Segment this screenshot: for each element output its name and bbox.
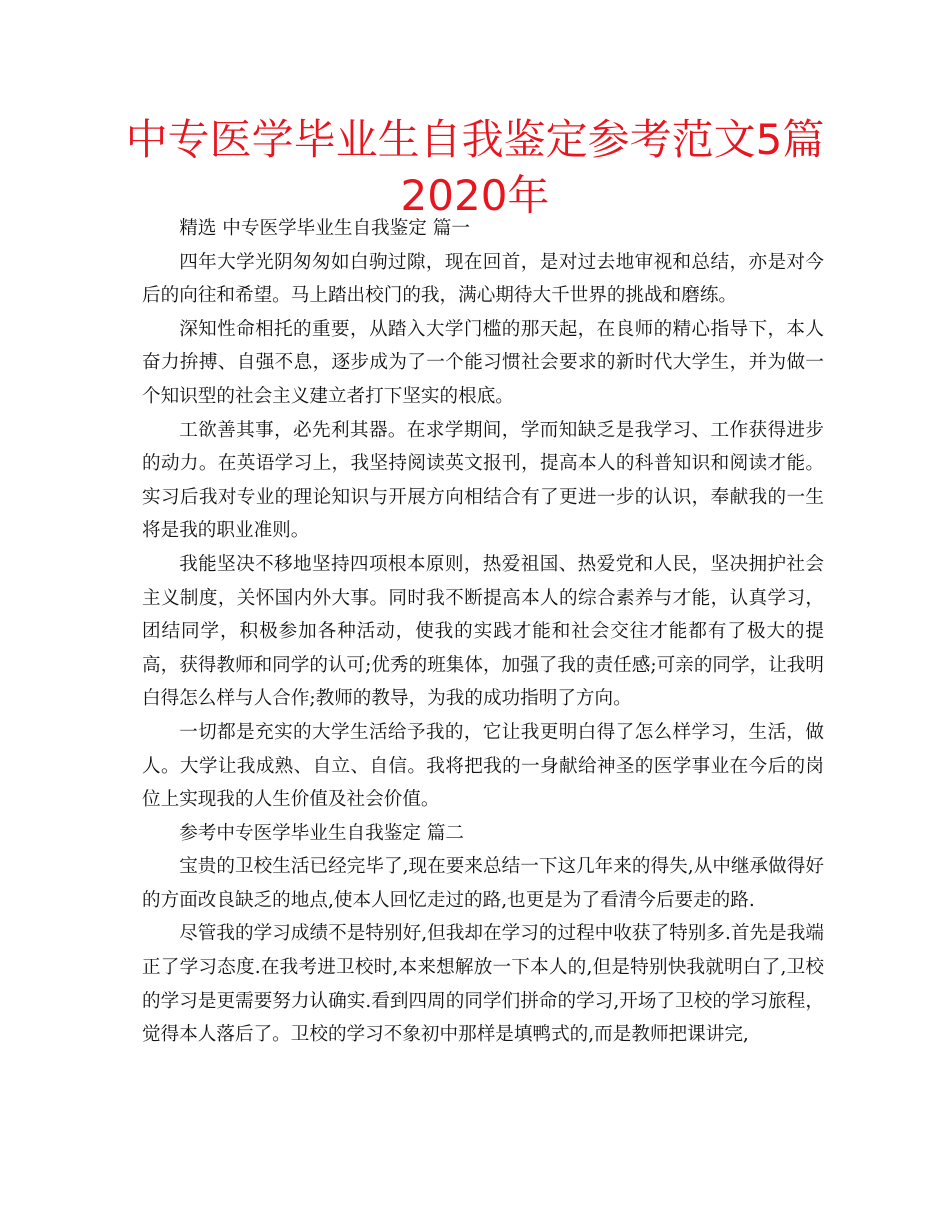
paragraph: 尽管我的学习成绩不是特别好,但我却在学习的过程中收获了特别多.首先是我端正了学习态度.在我考进卫校时,本来想解放一下本人的,但是特别快我就明白了,卫校的学习是更需要努力认确实.看到四周的同学们拼命的学习,开场了卫校的学习旅程，觉得本人落后了。卫校的学习不象初中那样是填鸭式的,而是教师把课讲完, xyxy=(142,923,824,1046)
section-heading-2: 参考中专医学毕业生自我鉴定 篇二 xyxy=(179,822,465,844)
paragraph: 一切都是充实的大学生活给予我的，它让我更明白得了怎么样学习，生活，做人。大学让我成熟、自立、自信。我将把我的一身献给神圣的医学事业在今后的岗位上实现我的人生价值及社会价值。 xyxy=(142,721,824,811)
title-line-1: 中专医学毕业生自我鉴定参考范文5篇 xyxy=(125,115,825,164)
paragraph: 四年大学光阴匆匆如白驹过隙，现在回首，是对过去地审视和总结，亦是对今后的向往和希望。马上踏出校门的我，满心期待大千世界的挑战和磨练。 xyxy=(142,251,824,307)
paragraph: 宝贵的卫校生活已经完毕了,现在要来总结一下这几年来的得失,从中继承做得好的方面改良缺乏的地点,使本人回忆走过的路,也更是为了看清今后要走的路. xyxy=(142,856,824,911)
paragraph: 深知性命相托的重要，从踏入大学门槛的那天起，在良师的精心指导下，本人奋力拚搏、自强不息，逐步成为了一个能习惯社会要求的新时代大学生，并为做一个知识型的社会主义建立者打下坚实的根底。 xyxy=(142,318,824,407)
paragraph: 我能坚决不移地坚持四项根本原则，热爱祖国、热爱党和人民，坚决拥护社会主义制度，关怀国内外大事。同时我不断提高本人的综合素养与才能，认真学习，团结同学，积极参加各种活动，使我的实践才能和社会交往才能都有了极大的提高，获得教师和同学的认可;优秀的班集体，加强了我的责任感;可亲的同学，让我明白得怎么样与人合作;教师的教导，为我的成功指明了方向。 xyxy=(142,553,824,710)
document-body xyxy=(142,212,824,1052)
document-title xyxy=(120,112,830,224)
title-line-2: 2020年 xyxy=(400,171,550,220)
section-heading-1: 精选 中专医学毕业生自我鉴定 篇一 xyxy=(179,218,470,239)
paragraph: 工欲善其事，必先利其器。在求学期间，学而知缺乏是我学习、工作获得进步的动力。在英语学习上，我坚持阅读英文报刊，提高本人的科普知识和阅读才能。实习后我对专业的理论知识与开展方向相结合有了更进一步的认识，奉献我的一生将是我的职业准则。 xyxy=(142,419,824,542)
